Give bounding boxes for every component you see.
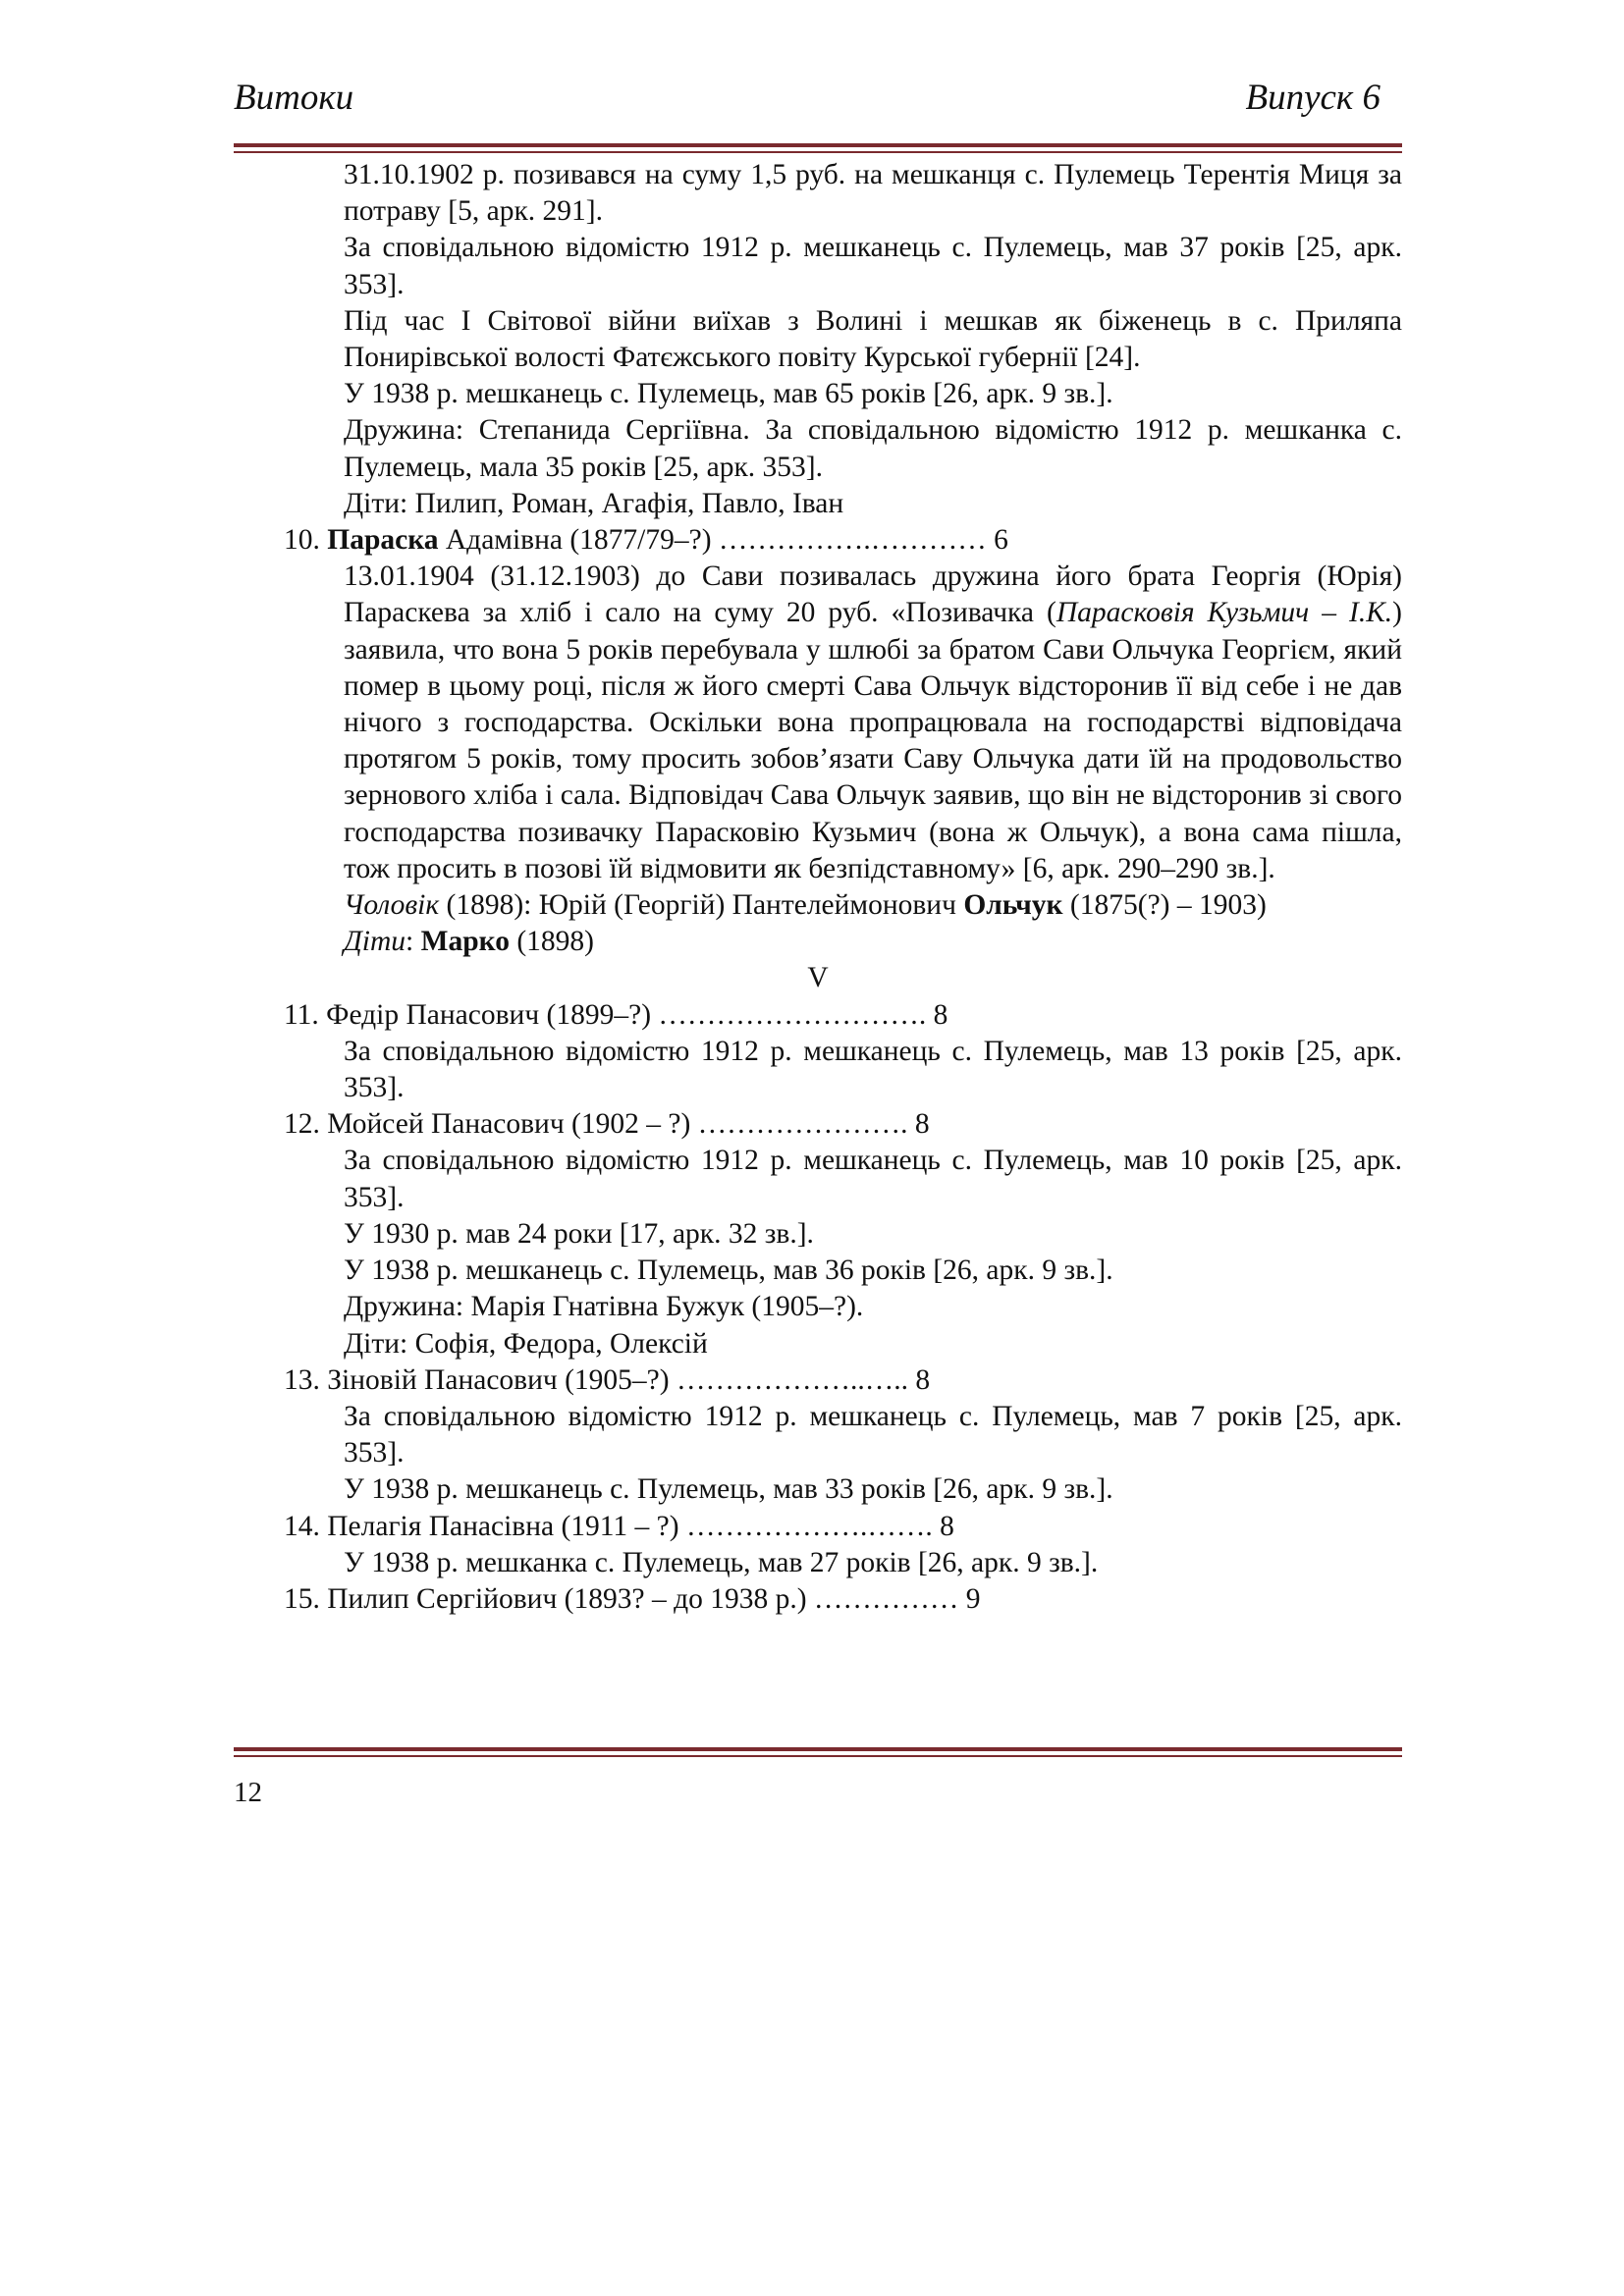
entry-number: 14. (284, 1510, 320, 1542)
italic-text: Парасковія Кузьмич – І.К. (1056, 597, 1393, 629)
paragraph (344, 924, 1402, 960)
header-rule (234, 143, 1402, 153)
entry-text: Федір Панасович (1899–?) ………………………. 8 (326, 998, 948, 1031)
paragraph: 31.10.1902 р. позивався на суму 1,5 руб. на мешканця с. Пулемець Терентія Миця за потраву [5, арк. 291]. (344, 159, 1402, 228)
entry-text: Пилип Сергійович (1893? – до 1938 р.) …………… 9 (327, 1582, 981, 1615)
entry-number: 11. (284, 998, 319, 1031)
paragraph: У 1938 р. мешканець с. Пулемець, мав 33 років [26, арк. 9 зв.]. (344, 1473, 1113, 1506)
entry-name-bold: Параска (327, 524, 439, 557)
page-number: 12 (234, 1777, 262, 1808)
paragraph: За сповідальною відомістю 1912 р. мешканець с. Пулемець, мав 13 років [25, арк. 353]. (344, 1035, 1402, 1104)
paragraph: У 1938 р. мешканець с. Пулемець, мав 65 років [26, арк. 9 зв.]. (344, 378, 1113, 410)
paragraph (344, 887, 1402, 924)
generation-heading: V (807, 962, 829, 994)
paragraph: У 1930 р. мав 24 роки [17, арк. 32 зв.]. (344, 1217, 814, 1250)
text-run: (1898) (509, 926, 594, 958)
paragraph: У 1938 р. мешканка с. Пулемець, мав 27 років [26, арк. 9 зв.]. (344, 1546, 1099, 1578)
issue-number: Випуск 6 (1245, 78, 1380, 118)
text-run: : (406, 926, 421, 958)
text-run: ) заявила, что вона 5 років перебувала у шлюбі за братом Сави Ольчука Георгієм, який помер в цьому році, після ж його смерті Сава Ольчук відсторонив її від себе і не дав нічого з господарства. Оскільки вона пропрацювала на господарстві відповідача протягом 5 років, тому просить зобов’язати Саву Ольчука дати їй на продовольство зернового хліба і сала. Відповідач Сава Ольчук заявив, що він не відсторонив зі свого господарства позивачку Парасковію Кузьмич (вона ж Ольчук), а вона сама пішла, тож просить в позові їй відмовити як безпідставному» [6, арк. 290–290 зв.]. (344, 597, 1402, 884)
paragraph: Діти: Пилип, Роман, Агафія, Павло, Іван (344, 487, 844, 519)
entry-number: 13. (284, 1363, 320, 1396)
text-run: 13.01.1904 (31.12.1903) до Сави позивалась дружина його брата Георгія (Юрія) Параскева за хліб і сало на суму 20 руб. «Позивачка ( (344, 561, 1402, 629)
journal-title: Витоки (234, 78, 354, 118)
paragraph: У 1938 р. мешканець с. Пулемець, мав 36 років [26, арк. 9 зв.]. (344, 1255, 1113, 1287)
genealogy-entry (284, 522, 1402, 559)
genealogy-entry (284, 997, 1402, 1034)
genealogy-entry (284, 1581, 1402, 1618)
text-run: (1875(?) – 1903) (1062, 889, 1267, 922)
page-body (0, 157, 1624, 1618)
entry-number: 10. (284, 524, 320, 557)
entry-text: Адамівна (1877/79–?) …………….………… 6 (445, 524, 1008, 557)
paragraph: Діти: Софія, Федора, Олексій (344, 1327, 708, 1360)
paragraph: Дружина: Степанида Сергіївна. За сповідальною відомістю 1912 р. мешканка с. Пулемець, мала 35 років [25, арк. 353]. (344, 414, 1402, 483)
running-head (234, 77, 1380, 135)
paragraph: За сповідальною відомістю 1912 р. мешканець с. Пулемець, мав 10 років [25, арк. 353]. (344, 1145, 1402, 1213)
italic-text: Чоловік (344, 889, 440, 922)
italic-text: Діти (344, 926, 406, 958)
paragraph (344, 559, 1402, 887)
paragraph: Під час І Світової війни виїхав з Волині і мешкав як біженець в с. Приляпа Понирівської волості Фатєжського повіту Курської губернії [24]. (344, 304, 1402, 374)
entry-text: Мойсей Панасович (1902 – ?) …………………. 8 (327, 1108, 930, 1141)
paragraph: За сповідальною відомістю 1912 р. мешканець с. Пулемець, мав 37 років [25, арк. 353]. (344, 232, 1402, 300)
paragraph: За сповідальною відомістю 1912 р. мешканець с. Пулемець, мав 7 років [25, арк. 353]. (344, 1400, 1402, 1469)
entry-number: 15. (284, 1582, 320, 1615)
entry-number: 12. (284, 1108, 320, 1141)
genealogy-entry (284, 1362, 1402, 1399)
paragraph: Дружина: Марія Гнатівна Бужук (1905–?). (344, 1291, 864, 1323)
text-run: (1898): Юрій (Георгій) Пантелеймонович (439, 889, 964, 922)
bold-text: Марко (420, 926, 510, 958)
footer-rule (234, 1747, 1402, 1757)
bold-text: Ольчук (963, 889, 1063, 922)
genealogy-entry (284, 1509, 1402, 1545)
entry-text: Зіновій Панасович (1905–?) ………………..….. 8 (327, 1363, 931, 1396)
entry-text: Пелагія Панасівна (1911 – ?) ……………….……. 8 (327, 1510, 954, 1542)
genealogy-entry (284, 1106, 1402, 1143)
